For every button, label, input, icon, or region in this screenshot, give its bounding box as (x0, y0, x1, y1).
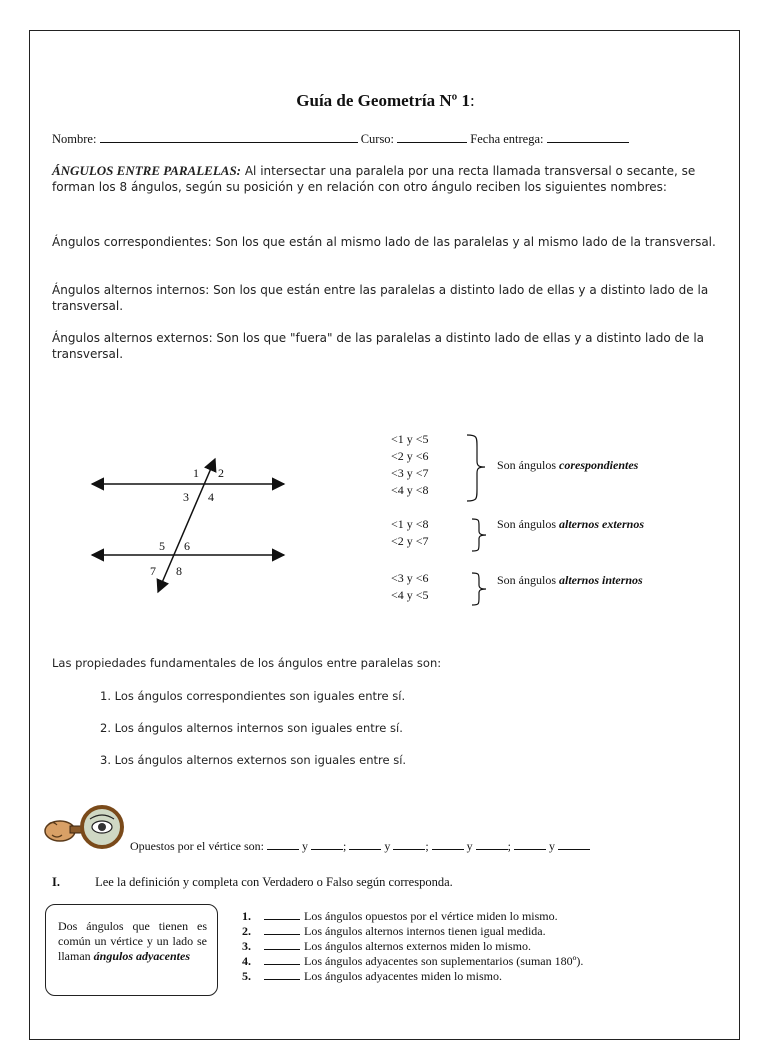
item-number: 3. (242, 939, 251, 953)
angle-label-5: 5 (159, 539, 165, 553)
item-number: 5. (242, 969, 251, 983)
item-number: 2. (242, 924, 251, 938)
intro-heading: ÁNGULOS ENTRE PARALELAS: (52, 163, 242, 178)
item-text: Los ángulos alternos externos miden lo mismo. (304, 939, 531, 953)
tf-list (242, 909, 583, 984)
group-label-alternos-externos (497, 516, 644, 533)
opuestos-blank[interactable] (432, 839, 464, 850)
opuestos-label: Opuestos por el vértice son: (130, 839, 264, 853)
nombre-label: Nombre: (52, 132, 97, 146)
intro-paragraph (52, 163, 720, 195)
property-item-2: 2. Los ángulos alternos internos son iguales entre sí. (100, 721, 403, 735)
group-name: alternos internos (559, 573, 643, 587)
definition-box-text: Dos ángulos que tienen es común un vértice y un lado se llaman (58, 919, 207, 963)
answer-blank[interactable] (264, 969, 300, 980)
pair-item: <2 y <7 (391, 534, 429, 548)
nombre-field[interactable] (100, 130, 358, 143)
header-fields (52, 130, 629, 147)
magnifier-hand-icon (40, 803, 128, 853)
pair-item: <4 y <8 (391, 483, 429, 497)
fecha-label: Fecha entrega: (470, 132, 544, 146)
item-number: 1. (242, 909, 251, 923)
pairs-alternos-externos (391, 516, 429, 550)
item-text: Los ángulos adyacentes son suplementarios (suman 180º). (304, 954, 584, 968)
transversal-line (158, 459, 215, 592)
opuestos-line (130, 839, 590, 854)
brace-correspondientes (465, 433, 495, 503)
property-item-3: 3. Los ángulos alternos externos son iguales entre sí. (100, 753, 407, 767)
pair-item: <2 y <6 (391, 449, 429, 463)
opuestos-blank[interactable] (558, 839, 590, 850)
pair-item: <1 y <5 (391, 432, 429, 446)
angle-label-1: 1 (193, 466, 199, 480)
answer-blank[interactable] (264, 939, 300, 950)
list-item (242, 954, 583, 969)
list-item (242, 969, 583, 984)
def-alternos-externos: Ángulos alternos externos: Son los que "fuera" de las paralelas a distinto lado de ellas y a distinto lado de la transversal. (52, 331, 705, 361)
answer-blank[interactable] (264, 909, 300, 920)
properties-intro: Las propiedades fundamentales de los ángulos entre paralelas son: (52, 656, 442, 670)
pair-item: <1 y <8 (391, 517, 429, 531)
brace-alternos-internos (470, 572, 496, 606)
joiner: y (301, 839, 308, 853)
opuestos-blank[interactable] (311, 839, 343, 850)
brace-alternos-externos (470, 518, 496, 552)
pair-item: <3 y <7 (391, 466, 429, 480)
answer-blank[interactable] (264, 954, 300, 965)
section-instruction: Lee la definición y completa con Verdadero o Falso según corresponda. (95, 875, 453, 889)
opuestos-blank[interactable] (476, 839, 508, 850)
separator: ; (507, 839, 511, 853)
group-prefix: Son ángulos (497, 517, 557, 531)
angle-label-3: 3 (183, 490, 189, 504)
group-name: alternos externos (559, 517, 645, 531)
group-name: corespondientes (559, 458, 639, 472)
title-text: Guía de Geometría Nº 1 (296, 91, 470, 110)
group-prefix: Son ángulos (497, 573, 557, 587)
opuestos-blank[interactable] (393, 839, 425, 850)
def-correspondientes: Ángulos correspondientes: Son los que están al mismo lado de las paralelas y al mismo lado de la transversal. (52, 235, 716, 249)
separator: ; (425, 839, 429, 853)
page-title (30, 91, 741, 111)
answer-blank[interactable] (264, 924, 300, 935)
title-colon: : (469, 91, 475, 110)
angle-label-7: 7 (150, 564, 156, 578)
group-label-correspondientes (497, 457, 638, 474)
item-text: Los ángulos adyacentes miden lo mismo. (304, 969, 502, 983)
intro-text: Al intersectar una paralela por una recta llamada transversal o secante, se forman los 8 ángulos, según su posición y en relación con otro ángulo reciben los siguientes nombres: (52, 164, 696, 194)
curso-label: Curso: (360, 132, 395, 146)
definition-box-term: ángulos adyacentes (93, 949, 190, 963)
opuestos-blank[interactable] (267, 839, 299, 850)
item-text: Los ángulos alternos internos tienen igual medida. (304, 924, 546, 938)
list-item (242, 924, 583, 939)
group-label-alternos-internos (497, 572, 643, 589)
separator: ; (342, 839, 347, 853)
joiner: y (384, 839, 391, 853)
def-alternos-internos: Ángulos alternos internos: Son los que están entre las paralelas a distinto lado de ellas y a distinto lado de la transversal. (52, 283, 709, 313)
opuestos-blank[interactable] (349, 839, 381, 850)
item-text: Los ángulos opuestos por el vértice miden lo mismo. (304, 909, 558, 923)
pairs-correspondientes (391, 431, 429, 499)
list-item (242, 909, 583, 924)
section-number: I. (52, 875, 60, 889)
angle-label-4: 4 (208, 490, 214, 504)
parallel-lines-diagram (80, 451, 300, 611)
fecha-field[interactable] (547, 130, 629, 143)
joiner: y (549, 839, 555, 853)
angle-label-6: 6 (184, 539, 190, 553)
adjacent-definition-box (45, 904, 218, 996)
curso-field[interactable] (397, 130, 467, 143)
pair-item: <4 y <5 (391, 588, 429, 602)
joiner: y (466, 839, 473, 853)
pair-item: <3 y <6 (391, 571, 429, 585)
property-item-1: 1. Los ángulos correspondientes son iguales entre sí. (100, 689, 406, 703)
list-item (242, 939, 583, 954)
section-i (52, 875, 453, 890)
item-number: 4. (242, 954, 251, 968)
angle-label-2: 2 (218, 466, 224, 480)
worksheet-page (29, 30, 740, 1040)
angle-label-8: 8 (176, 564, 182, 578)
pairs-alternos-internos (391, 570, 429, 604)
group-prefix: Son ángulos (497, 458, 557, 472)
opuestos-blank[interactable] (514, 839, 546, 850)
